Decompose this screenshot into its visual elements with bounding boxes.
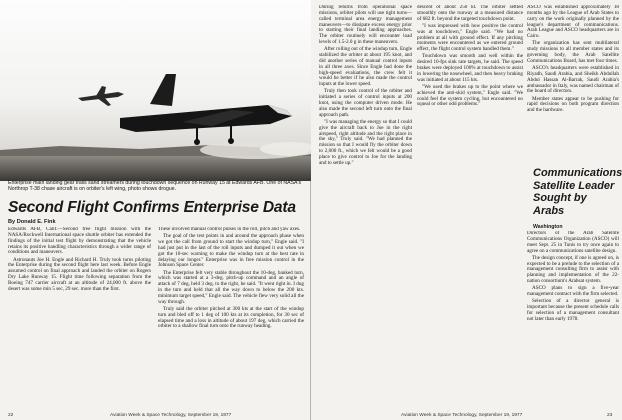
paragraph: "I was impressed with how positive the control was at touchdown," Engle said. "We had no problem at all with ground effect. If any pitching moments were encountered as we entered ground effect, the flight control system handled them." [417,22,523,53]
right-page [311,0,622,420]
paragraph: Directors of the Arab Satellite Communications Organization (ASCO) will meet Sept. 25 in Tunis to try once again to agree on a communications satellite design. [527,231,619,254]
second-article-headline: Communications Satellite Leader Sought by Arabs [533,167,622,217]
article-headline: Second Flight Confirms Enterprise Data [8,199,296,216]
paragraph: Truly then took control of the orbiter and initiated a series of control inputs at 200 knot, using the computer driven mode. He also made the second left turn onto the final approach path. [319,88,412,118]
paragraph: ASCO plans to sign a five-year management contract with the firm selected. [527,285,619,298]
paragraph: descent of about 250 kt. The orbiter settled smoothly onto the runway at a measured distance of 682 ft. beyond the targeted touchdown point. [417,5,523,22]
enterprise-photo [0,0,311,181]
paragraph: Truly said the orbiter pitched at 300 kts at the start of the windup turn and bled off to 1 deg of 100 kts at its completion, for 30 sec of elapsed time and a loss in altitude of about 197 deg, which carried the orbiter to a shallow final turn onto the runway heading. [158,305,304,330]
paragraph: The design concept, if one is agreed on, is expected to be a prelude to the selection of a management consulting firm to assist with planning and implementation of the 22-nation consortium's Arabsat system. [527,254,619,285]
folio-line: Aviation Week & Space Technology, September 19, 1977 [110,413,232,418]
paragraph: ASCO was established approximately 18 months ago by the League of Arab States to carry on the work originally planned by the league's department of communications. Arab League and ASCO headquarters are in Cairo. [527,5,619,40]
paragraph: These involved manual control pulses in the roll, pitch and yaw axes. [158,227,301,232]
second-article-column-top [527,5,619,165]
page-number-right: 23 [607,413,613,418]
article-byline: By Donald E. Fink [8,219,56,225]
paragraph: After rolling out of the windup turn, Engle stabilized the orbiter at about 195 knot, and did another series of manual control inputs in all three axes. Since Engle had done the high-speed evaluations, the crew felt it would be better if he also made the control inputs at the lower speed. [319,46,412,88]
paragraph: The organization has sent multilateral study missions to all member states and its governing body, the Arab Satellite Communications Board, has met four times. [527,40,619,64]
article-column-3 [319,5,412,410]
photo-caption: Enterprise main landing gear trails sand streamers during touchdown sequence on Runway 15 at Edwards AFB. One of NASA's Northrop T-38 chase aircraft is on orbiter's left wing, photo shows drogue. [8,180,302,193]
paragraph: Member states appear to be pushing for rapid decisions on both program direction and the hardware. [527,95,619,114]
paragraph: During returns from operational space missions, orbiter pilots will use tight turns—called terminal area energy management maneuvers—to dissipate excess energy prior to starting their final landing approaches. The orbiter routinely will encounter load levels of 1.5-2.0 g in these maneuvers. [319,5,412,46]
paragraph: The goal of the test points in and around the approach phase when we got the call from ground to start the windup turn," Engle said. "I had just put in the last of the roll inputs and dumped it out when we got the 10-sec warning to make the windup turn at the best rate in delaying our longer." Enterprise was in free mission control in the Johnson Space Center. [158,233,304,269]
paragraph: Touchdown was smooth and well within the desired 10-fps sink rate targets, he said. The speed brakes were deployed 100% at touchdown to assist in lowering the nosewheel, and then heavy braking was initiated at about 115 kts. [417,53,523,83]
paragraph: Selection of a director general is important because the present schedule calls for selection of a management consultant not later than early 1978. [527,298,619,322]
paragraph: Astronauts Joe H. Engle and Richard H. Truly took turns piloting the Enterprise during the second flight here last week. Before Engle assumed control on final approach and landed the orbiter on Rogers Dry Lake Runway 15. Flight time following separation from the Boeing 747 carrier aircraft at an altitude of 24,000 ft. above the desert was some min 5 sec, 29 sec. more than the first. [8,256,151,292]
second-article-dateline: Washington [533,224,563,230]
folio-line: Aviation Week & Space Technology, September 19, 1977 [401,413,523,418]
paragraph: The Enterprise felt very stable throughout the 10-deg, banked turn, which was started at a 3-deg. pitch-up command and an angle of attack of 7 deg, held 3 deg. to the right, he said. "It went right in. I dug in the turn and held that all the way down to below the 200 kts. minimum target speed," Engle said. The vehicle flew very solid all the way through. [158,269,304,305]
second-article-column-bottom [527,231,619,411]
paragraph: "We used the brakes up to the point where we achieved the anti-skid system," Engle said. "We could feel the system cycling, but encountered no squeal or other odd problems." [417,83,523,108]
paragraph: "I was managing the energy so that I could give the aircraft back to Joe in the right airspeed, right altitude and the right place in the sky," Truly said. "We had planned the mission so that I would fly the orbiter down to 2,000 ft., which we felt would be a good place to give control to Joe for the landing and to settle up." [319,118,412,166]
page-number-left: 22 [8,413,14,418]
paragraph: ASCO's headquarters were established in Riyadh, Saudi Arabia, and Sheikh Abdullah Abdul Hassan Al-Barrak, Saudi Arabia's ambassador in Italy, was named chairman of the board of directors. [527,65,619,95]
article-column-4 [417,5,523,410]
paragraph: Edwards AFB, Calif.—Second free flight mission with the NASA/Rockwell International space shuttle orbiter has extended the findings of the initial test flight by demonstrating that the vehicle retains its positive handling characteristics through a wider range of conditions and maneuvers. [8,227,151,256]
article-column-2 [158,227,304,411]
photo-illustration [0,0,311,181]
article-column-1 [8,227,151,411]
